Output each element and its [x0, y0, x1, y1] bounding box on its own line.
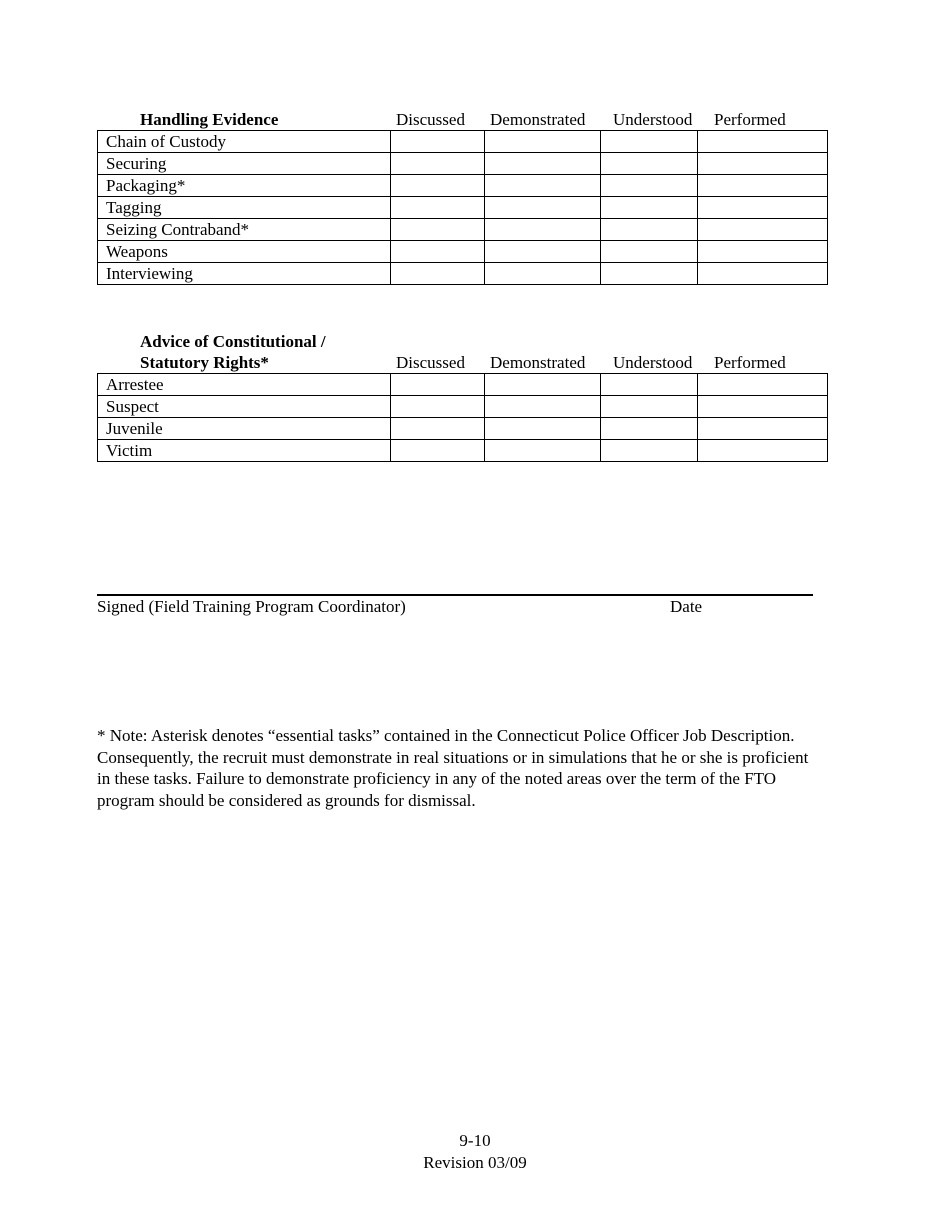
- understood-cell[interactable]: [601, 396, 698, 418]
- demonstrated-cell[interactable]: [485, 153, 601, 175]
- table-row: [98, 131, 828, 153]
- column-header-performed: Performed: [714, 353, 786, 372]
- task-label: Packaging*: [98, 175, 391, 197]
- table-row: [98, 263, 828, 285]
- discussed-cell[interactable]: [391, 374, 485, 396]
- task-label: Weapons: [98, 241, 391, 263]
- column-header-performed: Performed: [714, 110, 786, 129]
- demonstrated-cell[interactable]: [485, 374, 601, 396]
- column-header-understood: Understood: [613, 353, 693, 372]
- performed-cell[interactable]: [698, 153, 828, 175]
- column-header-demonstrated: Demonstrated: [490, 110, 586, 129]
- performed-cell[interactable]: [698, 219, 828, 241]
- signature-line[interactable]: [97, 594, 813, 596]
- constitutional-rights-section: [97, 331, 827, 462]
- column-header-discussed: Discussed: [396, 110, 465, 129]
- table-header: [97, 331, 827, 373]
- understood-cell[interactable]: [601, 131, 698, 153]
- discussed-cell[interactable]: [391, 418, 485, 440]
- understood-cell[interactable]: [601, 153, 698, 175]
- discussed-cell[interactable]: [391, 263, 485, 285]
- table-row: [98, 396, 828, 418]
- performed-cell[interactable]: [698, 175, 828, 197]
- section-title-line2: Statutory Rights*: [140, 353, 269, 372]
- task-label: Securing: [98, 153, 391, 175]
- discussed-cell[interactable]: [391, 219, 485, 241]
- understood-cell[interactable]: [601, 374, 698, 396]
- column-header-understood: Understood: [613, 110, 693, 129]
- section-title-line1: Advice of Constitutional /: [140, 332, 326, 351]
- discussed-cell[interactable]: [391, 197, 485, 219]
- discussed-cell[interactable]: [391, 241, 485, 263]
- demonstrated-cell[interactable]: [485, 131, 601, 153]
- demonstrated-cell[interactable]: [485, 418, 601, 440]
- table-row: [98, 241, 828, 263]
- discussed-cell[interactable]: [391, 396, 485, 418]
- column-header-discussed: Discussed: [396, 353, 465, 372]
- handling-evidence-table: [97, 130, 828, 285]
- discussed-cell[interactable]: [391, 440, 485, 462]
- date-label: Date: [670, 597, 703, 616]
- task-label: Chain of Custody: [98, 131, 391, 153]
- demonstrated-cell[interactable]: [485, 241, 601, 263]
- task-label: Interviewing: [98, 263, 391, 285]
- understood-cell[interactable]: [601, 263, 698, 285]
- discussed-cell[interactable]: [391, 175, 485, 197]
- demonstrated-cell[interactable]: [485, 263, 601, 285]
- table-row: [98, 418, 828, 440]
- demonstrated-cell[interactable]: [485, 396, 601, 418]
- table-row: [98, 197, 828, 219]
- demonstrated-cell[interactable]: [485, 440, 601, 462]
- section-title: Handling Evidence: [140, 110, 279, 129]
- performed-cell[interactable]: [698, 131, 828, 153]
- table-row: [98, 374, 828, 396]
- task-label: Suspect: [98, 396, 391, 418]
- task-label: Arrestee: [98, 374, 391, 396]
- performed-cell[interactable]: [698, 396, 828, 418]
- discussed-cell[interactable]: [391, 153, 485, 175]
- performed-cell[interactable]: [698, 241, 828, 263]
- task-label: Victim: [98, 440, 391, 462]
- task-label: Seizing Contraband*: [98, 219, 391, 241]
- task-label: Juvenile: [98, 418, 391, 440]
- revision-label: Revision 03/09: [423, 1153, 527, 1172]
- understood-cell[interactable]: [601, 241, 698, 263]
- table-row: [98, 440, 828, 462]
- table-row: [98, 153, 828, 175]
- task-label: Tagging: [98, 197, 391, 219]
- discussed-cell[interactable]: [391, 131, 485, 153]
- understood-cell[interactable]: [601, 440, 698, 462]
- essential-tasks-note: * Note: Asterisk denotes “essential tasks” contained in the Connecticut Police Officer Job Description. Consequently, the recruit must demonstrate in real situations or in simulations that he or she is proficient in these tasks. Failure to demonstrate proficiency in any of the noted areas over the term of the FTO program should be considered as grounds for dismissal.: [97, 726, 809, 810]
- demonstrated-cell[interactable]: [485, 197, 601, 219]
- understood-cell[interactable]: [601, 219, 698, 241]
- performed-cell[interactable]: [698, 263, 828, 285]
- table-row: [98, 175, 828, 197]
- performed-cell[interactable]: [698, 418, 828, 440]
- understood-cell[interactable]: [601, 197, 698, 219]
- performed-cell[interactable]: [698, 440, 828, 462]
- table-row: [98, 219, 828, 241]
- constitutional-rights-table: [97, 373, 828, 462]
- signature-label: Signed (Field Training Program Coordinator): [97, 597, 406, 616]
- table-header: [97, 110, 827, 130]
- handling-evidence-section: [97, 110, 827, 285]
- demonstrated-cell[interactable]: [485, 175, 601, 197]
- demonstrated-cell[interactable]: [485, 219, 601, 241]
- understood-cell[interactable]: [601, 418, 698, 440]
- page-number: 9-10: [459, 1131, 491, 1150]
- understood-cell[interactable]: [601, 175, 698, 197]
- column-header-demonstrated: Demonstrated: [490, 353, 586, 372]
- performed-cell[interactable]: [698, 374, 828, 396]
- performed-cell[interactable]: [698, 197, 828, 219]
